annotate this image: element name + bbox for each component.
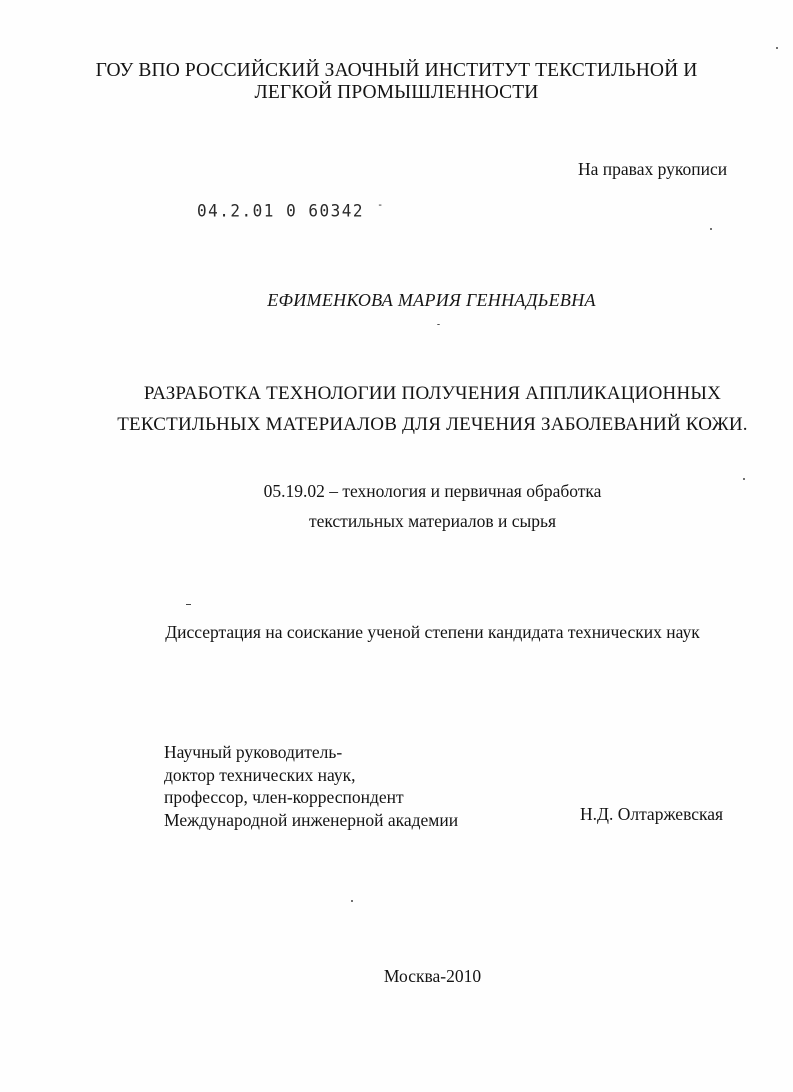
title-line-1: РАЗРАБОТКА ТЕХНОЛОГИИ ПОЛУЧЕНИЯ АППЛИКАЦИОННЫХ — [143, 383, 722, 404]
title-line-2: ТЕКСТИЛЬНЫХ МАТЕРИАЛОВ ДЛЯ ЛЕЧЕНИЯ ЗАБОЛЕВАНИЙ КОЖИ. — [117, 414, 748, 435]
supervisor-name: Н.Д. Олтаржевская — [580, 804, 724, 824]
specialty-line-1: 05.19.02 – технология и первичная обработка — [263, 481, 602, 501]
scan-speck — [186, 604, 191, 605]
institution-line-2: ЛЕГКОЙ ПРОМЫШЛЕННОСТИ — [254, 82, 539, 103]
institution-line-1: ГОУ ВПО РОССИЙСКИЙ ЗАОЧНЫЙ ИНСТИТУТ ТЕКСТИЛЬНОЙ И — [95, 60, 698, 81]
scan-speck — [710, 228, 712, 230]
city-year: Москва-2010 — [383, 966, 482, 986]
supervisor-line-3: профессор, член-корреспондент — [164, 787, 404, 808]
specialty-line-2: текстильных материалов и сырья — [308, 511, 557, 531]
supervisor-line-1: Научный руководитель- — [164, 742, 343, 762]
stamp-dash-mark: - — [377, 199, 385, 212]
registration-number: 04.2.01 0 60342 — [197, 200, 364, 221]
scan-speck — [776, 47, 778, 49]
registration-stamp — [197, 200, 385, 221]
author-name: ЕФИМЕНКОВА МАРИЯ ГЕННАДЬЕВНА — [267, 290, 596, 310]
degree-line: Диссертация на соискание ученой степени кандидата технических наук — [165, 622, 700, 642]
rights-note: На правах рукописи — [578, 159, 728, 179]
scan-speck — [437, 324, 440, 325]
supervisor-line-4: Международной инженерной академии — [164, 810, 459, 831]
supervisor-block — [164, 741, 458, 832]
scan-speck — [743, 478, 745, 480]
scan-speck — [351, 900, 353, 902]
supervisor-line-2: доктор технических наук, — [164, 764, 356, 785]
